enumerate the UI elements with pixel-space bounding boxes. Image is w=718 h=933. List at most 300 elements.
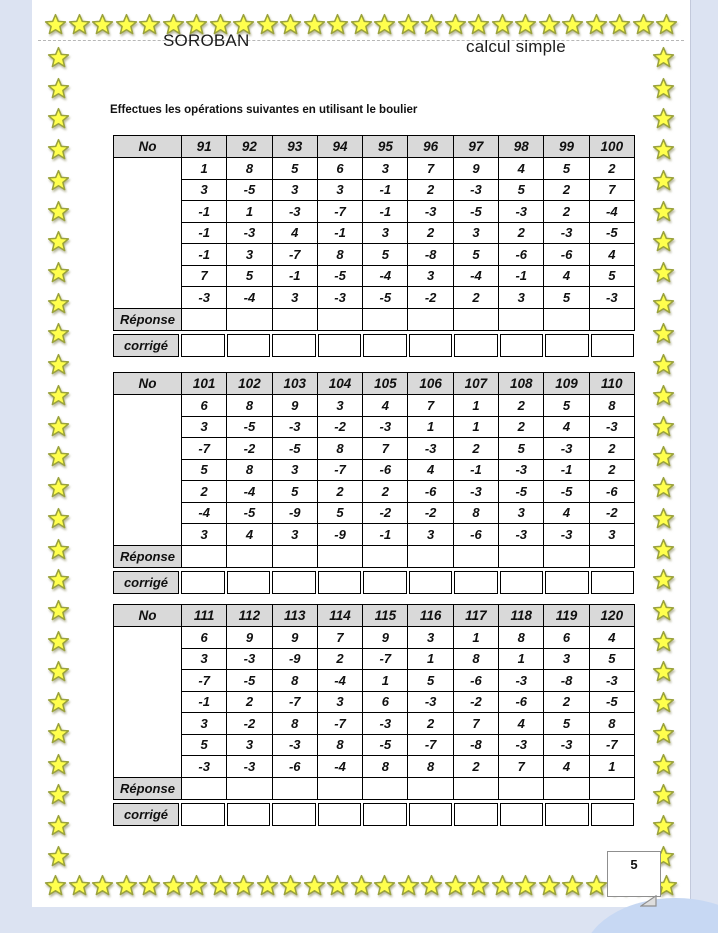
operation-cell: -2 (408, 502, 453, 524)
column-header: 112 (227, 605, 272, 627)
page-corner-fold-icon (640, 895, 657, 907)
corrige-cell (363, 803, 407, 826)
star-icon (652, 783, 675, 806)
operations-table-91-100 (113, 135, 638, 357)
star-icon (652, 568, 675, 591)
star-icon (444, 874, 467, 897)
reponse-cell (182, 545, 227, 567)
column-header: 95 (363, 136, 408, 158)
star-icon (467, 13, 490, 36)
star-icon (47, 384, 70, 407)
corrige-cell (591, 334, 635, 357)
column-header: 101 (182, 373, 227, 395)
operation-cell: -4 (363, 265, 408, 287)
star-icon (491, 13, 514, 36)
no-header: No (114, 605, 182, 627)
star-border-top (44, 13, 678, 36)
operation-cell: 3 (363, 222, 408, 244)
operation-cell: 8 (227, 158, 272, 180)
star-icon (373, 13, 396, 36)
operation-cell: 8 (499, 627, 544, 649)
operation-cell: 4 (589, 627, 634, 649)
star-icon (138, 874, 161, 897)
column-header: 115 (363, 605, 408, 627)
operation-cell: -5 (363, 287, 408, 309)
operation-cell: -2 (227, 438, 272, 460)
operation-cell: -4 (589, 201, 634, 223)
star-icon (68, 874, 91, 897)
operation-cell: -3 (227, 648, 272, 670)
operation-cell: 2 (544, 179, 589, 201)
operation-cell: 8 (589, 713, 634, 735)
operation-cell: -5 (453, 201, 498, 223)
operation-cell: 8 (272, 713, 317, 735)
corrige-cell (409, 571, 453, 594)
operation-cell: -7 (317, 459, 362, 481)
operation-cell: 2 (317, 481, 362, 503)
no-column-spacer (114, 627, 182, 778)
operation-cell: -7 (589, 734, 634, 756)
star-icon (652, 230, 675, 253)
column-header: 119 (544, 605, 589, 627)
operation-cell: 4 (363, 395, 408, 417)
operation-cell: 6 (182, 395, 227, 417)
operation-cell: -4 (453, 265, 498, 287)
star-icon (47, 691, 70, 714)
operation-cell: 7 (453, 713, 498, 735)
operation-cell: -3 (408, 691, 453, 713)
column-header: 117 (453, 605, 498, 627)
operation-cell: -6 (408, 481, 453, 503)
star-icon (303, 13, 326, 36)
operation-cell: 1 (453, 416, 498, 438)
reponse-cell (408, 308, 453, 330)
operation-cell: -5 (499, 481, 544, 503)
column-header: 94 (317, 136, 362, 158)
operation-cell: -3 (499, 201, 544, 223)
operation-cell: 7 (408, 395, 453, 417)
operation-cell: 3 (182, 416, 227, 438)
star-icon (585, 874, 608, 897)
star-icon (47, 538, 70, 561)
operation-cell: 3 (317, 691, 362, 713)
star-icon (652, 46, 675, 69)
operation-cell: -3 (589, 416, 634, 438)
operation-cell: -6 (589, 481, 634, 503)
operation-cell: 7 (363, 438, 408, 460)
corrige-cell (318, 571, 362, 594)
corrige-label: corrigé (113, 803, 179, 826)
operation-cell: -1 (453, 459, 498, 481)
star-icon (652, 507, 675, 530)
operation-cell: 8 (453, 648, 498, 670)
header-rule (38, 40, 684, 41)
star-icon (652, 292, 675, 315)
no-header: No (114, 373, 182, 395)
operation-cell: -5 (272, 438, 317, 460)
operation-cell: 8 (227, 459, 272, 481)
reponse-label: Réponse (114, 777, 182, 799)
operation-cell: -1 (363, 201, 408, 223)
operation-cell: -1 (363, 524, 408, 546)
operation-cell: -5 (544, 481, 589, 503)
column-header: 98 (499, 136, 544, 158)
operation-cell: 5 (589, 648, 634, 670)
header-title-calcul-simple: calcul simple (466, 37, 566, 56)
operation-cell: 5 (363, 244, 408, 266)
operation-cell: -4 (227, 287, 272, 309)
operation-cell: -4 (317, 670, 362, 692)
reponse-label: Réponse (114, 308, 182, 330)
operation-cell: 3 (182, 524, 227, 546)
star-icon (47, 292, 70, 315)
operation-cell: -5 (227, 502, 272, 524)
operation-cell: -5 (227, 416, 272, 438)
star-icon (652, 77, 675, 100)
operation-cell: 2 (589, 459, 634, 481)
operation-cell: -6 (499, 691, 544, 713)
star-icon (47, 568, 70, 591)
corrige-cell (318, 334, 362, 357)
operation-cell: 9 (363, 627, 408, 649)
reponse-cell (544, 545, 589, 567)
operation-cell: -1 (182, 691, 227, 713)
operation-cell: -3 (453, 179, 498, 201)
corrige-cell (409, 334, 453, 357)
star-icon (279, 13, 302, 36)
reponse-cell (182, 308, 227, 330)
star-icon (373, 874, 396, 897)
column-header: 109 (544, 373, 589, 395)
operation-cell: -2 (589, 502, 634, 524)
reponse-cell (589, 308, 634, 330)
operation-cell: 1 (453, 627, 498, 649)
star-icon (652, 107, 675, 130)
star-icon (279, 874, 302, 897)
operation-cell: -2 (227, 713, 272, 735)
star-icon (91, 13, 114, 36)
operation-cell: 5 (499, 438, 544, 460)
operation-cell: 1 (499, 648, 544, 670)
star-icon (652, 814, 675, 837)
corrige-cell (227, 803, 271, 826)
star-icon (397, 13, 420, 36)
star-icon (47, 138, 70, 161)
operation-cell: 3 (408, 265, 453, 287)
operation-cell: -6 (499, 244, 544, 266)
operation-cell: 8 (408, 756, 453, 778)
operation-cell: 2 (227, 691, 272, 713)
column-header: 114 (317, 605, 362, 627)
reponse-cell (453, 308, 498, 330)
column-header: 91 (182, 136, 227, 158)
reponse-cell (589, 777, 634, 799)
star-icon (652, 722, 675, 745)
reponse-cell (408, 777, 453, 799)
operation-cell: 5 (317, 502, 362, 524)
reponse-cell (453, 545, 498, 567)
star-icon (652, 476, 675, 499)
corrige-label: corrigé (113, 571, 179, 594)
column-header: 116 (408, 605, 453, 627)
operation-cell: -6 (363, 459, 408, 481)
operation-cell: 9 (272, 395, 317, 417)
operation-cell: -3 (499, 459, 544, 481)
operation-cell: -7 (363, 648, 408, 670)
operation-cell: -6 (453, 524, 498, 546)
star-icon (47, 322, 70, 345)
operation-cell: 2 (544, 691, 589, 713)
operation-cell: 3 (499, 502, 544, 524)
operation-cell: -3 (499, 524, 544, 546)
corrige-cell (500, 803, 544, 826)
star-icon (47, 722, 70, 745)
star-icon (652, 691, 675, 714)
reponse-cell (544, 777, 589, 799)
operation-cell: 2 (408, 179, 453, 201)
header-title-soroban: SOROBAN (163, 31, 250, 50)
operation-cell: -1 (272, 265, 317, 287)
operation-cell: -3 (453, 481, 498, 503)
operation-cell: -4 (227, 481, 272, 503)
operation-cell: 6 (317, 158, 362, 180)
operation-cell: 2 (182, 481, 227, 503)
column-header: 105 (363, 373, 408, 395)
operation-cell: 2 (453, 287, 498, 309)
operation-cell: 8 (227, 395, 272, 417)
operation-cell: -2 (317, 416, 362, 438)
star-icon (632, 13, 655, 36)
column-header: 120 (589, 605, 634, 627)
operation-cell: -3 (272, 734, 317, 756)
page-number-box (607, 851, 661, 897)
operation-cell: 3 (408, 627, 453, 649)
star-icon (209, 874, 232, 897)
operation-cell: 1 (408, 416, 453, 438)
operation-cell: -5 (317, 265, 362, 287)
operation-cell: -3 (544, 734, 589, 756)
operation-cell: 7 (408, 158, 453, 180)
reponse-cell (499, 545, 544, 567)
reponse-cell (363, 545, 408, 567)
operation-cell: 5 (589, 265, 634, 287)
no-column-spacer (114, 158, 182, 309)
operation-cell: 3 (272, 524, 317, 546)
no-column-spacer (114, 395, 182, 546)
star-icon (47, 445, 70, 468)
operation-cell: -8 (453, 734, 498, 756)
star-border-left (47, 46, 71, 868)
corrige-cell (409, 803, 453, 826)
star-icon (585, 13, 608, 36)
operation-cell: -5 (589, 691, 634, 713)
operation-cell: -3 (499, 734, 544, 756)
operation-cell: -8 (544, 670, 589, 692)
operation-cell: 5 (182, 459, 227, 481)
reponse-cell (182, 777, 227, 799)
star-icon (256, 13, 279, 36)
operation-cell: 6 (182, 627, 227, 649)
column-header: 111 (182, 605, 227, 627)
operation-cell: 3 (227, 244, 272, 266)
star-icon (561, 874, 584, 897)
star-icon (47, 169, 70, 192)
column-header: 102 (227, 373, 272, 395)
operation-cell: -9 (272, 502, 317, 524)
operation-cell: 7 (182, 265, 227, 287)
operation-cell: -5 (363, 734, 408, 756)
operation-cell: 2 (589, 438, 634, 460)
operation-cell: -1 (182, 222, 227, 244)
star-border-bottom (44, 874, 678, 897)
star-icon (652, 322, 675, 345)
star-icon (47, 415, 70, 438)
column-header: 92 (227, 136, 272, 158)
operation-cell: 7 (317, 627, 362, 649)
operation-cell: 4 (272, 222, 317, 244)
star-icon (652, 261, 675, 284)
corrige-cell (500, 334, 544, 357)
star-icon (652, 353, 675, 376)
operations-table-111-120 (113, 604, 638, 826)
operation-cell: 3 (272, 287, 317, 309)
operation-cell: 4 (544, 502, 589, 524)
star-icon (185, 874, 208, 897)
operations-table (113, 135, 635, 331)
corrige-cell (591, 803, 635, 826)
operation-cell: -3 (589, 287, 634, 309)
operation-cell: 9 (272, 627, 317, 649)
operation-cell: -6 (544, 244, 589, 266)
operation-cell: 4 (499, 158, 544, 180)
column-header: 107 (453, 373, 498, 395)
reponse-cell (317, 545, 362, 567)
star-icon (303, 874, 326, 897)
star-icon (47, 814, 70, 837)
star-icon (47, 46, 70, 69)
operation-cell: 1 (227, 201, 272, 223)
operations-table (113, 604, 635, 800)
operation-cell: -7 (317, 201, 362, 223)
operation-cell: 9 (453, 158, 498, 180)
corrige-row (111, 571, 636, 594)
star-border-right (652, 46, 676, 868)
operation-cell: -1 (499, 265, 544, 287)
operation-cell: 5 (227, 265, 272, 287)
operation-cell: -3 (317, 287, 362, 309)
operation-cell: -4 (182, 502, 227, 524)
star-icon (652, 169, 675, 192)
operation-cell: 2 (363, 481, 408, 503)
operation-cell: 7 (499, 756, 544, 778)
star-icon (47, 599, 70, 622)
corrige-cell (545, 334, 589, 357)
operation-cell: -3 (363, 713, 408, 735)
reponse-cell (589, 545, 634, 567)
operation-cell: 6 (544, 627, 589, 649)
column-header: 93 (272, 136, 317, 158)
operation-cell: -2 (453, 691, 498, 713)
operation-cell: -3 (499, 670, 544, 692)
star-icon (467, 874, 490, 897)
reponse-cell (544, 308, 589, 330)
operation-cell: 4 (499, 713, 544, 735)
corrige-cell (272, 334, 316, 357)
reponse-cell (272, 545, 317, 567)
operation-cell: 3 (227, 734, 272, 756)
operation-cell: 2 (408, 713, 453, 735)
corrige-cell (454, 334, 498, 357)
star-icon (256, 874, 279, 897)
operation-cell: 3 (182, 179, 227, 201)
star-icon (47, 77, 70, 100)
reponse-cell (227, 777, 272, 799)
operations-table (113, 372, 635, 568)
operation-cell: -3 (589, 670, 634, 692)
star-icon (44, 874, 67, 897)
operation-cell: 8 (453, 502, 498, 524)
operation-cell: -9 (317, 524, 362, 546)
operation-cell: 1 (182, 158, 227, 180)
corrige-row (111, 803, 636, 826)
star-icon (47, 261, 70, 284)
operation-cell: 7 (589, 179, 634, 201)
star-icon (420, 13, 443, 36)
star-icon (514, 874, 537, 897)
operation-cell: -2 (363, 502, 408, 524)
star-icon (138, 13, 161, 36)
corrige-cell (545, 571, 589, 594)
star-icon (47, 107, 70, 130)
corrige-cell (272, 803, 316, 826)
corrige-cell (272, 571, 316, 594)
operation-cell: 3 (453, 222, 498, 244)
operation-cell: 1 (363, 670, 408, 692)
star-icon (538, 874, 561, 897)
column-header: 97 (453, 136, 498, 158)
operation-cell: -1 (544, 459, 589, 481)
star-icon (115, 13, 138, 36)
operation-cell: -2 (408, 287, 453, 309)
corrige-cell (500, 571, 544, 594)
column-header: 100 (589, 136, 634, 158)
operation-cell: 3 (499, 287, 544, 309)
operation-cell: 2 (499, 395, 544, 417)
operation-cell: 3 (363, 158, 408, 180)
operation-cell: -1 (363, 179, 408, 201)
star-icon (397, 874, 420, 897)
reponse-cell (408, 545, 453, 567)
star-icon (68, 13, 91, 36)
corrige-cell (181, 571, 225, 594)
star-icon (420, 874, 443, 897)
star-icon (655, 13, 678, 36)
star-icon (514, 13, 537, 36)
operation-cell: -5 (227, 670, 272, 692)
operation-cell: 3 (589, 524, 634, 546)
corrige-cell (454, 571, 498, 594)
reponse-cell (363, 777, 408, 799)
star-icon (47, 630, 70, 653)
operation-cell: -3 (182, 756, 227, 778)
operation-cell: -7 (317, 713, 362, 735)
star-icon (232, 874, 255, 897)
star-icon (491, 874, 514, 897)
operation-cell: 5 (499, 179, 544, 201)
reponse-cell (453, 777, 498, 799)
star-icon (91, 874, 114, 897)
reponse-label: Réponse (114, 545, 182, 567)
